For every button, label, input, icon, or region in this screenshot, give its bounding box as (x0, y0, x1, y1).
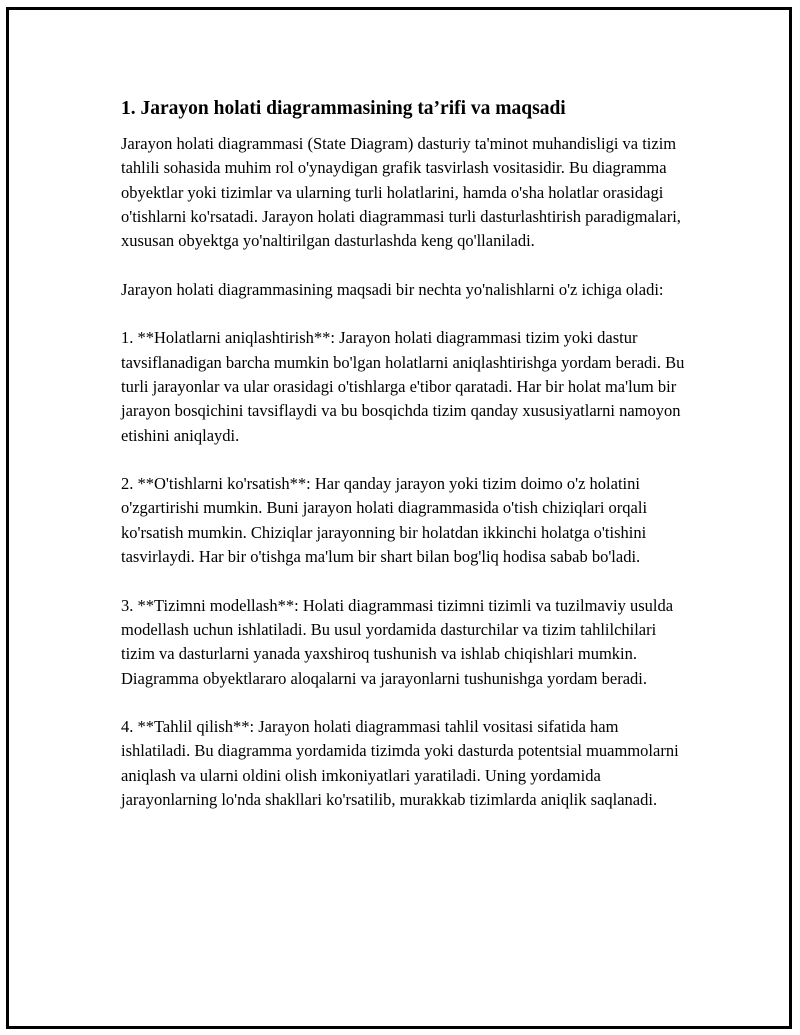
paragraph-purpose: Jarayon holati diagrammasining maqsadi bir nechta yo'nalishlarni o'z ichiga oladi: (121, 279, 664, 299)
page-frame (6, 7, 792, 1029)
paragraph-item-2: 2. **O'tishlarni ko'rsatish**: Har qanday jarayon yoki tizim doimo o'z holatini o'zgartirishi mumkin. Buni jarayon holati diagrammasida o'tish chiziqlari orqali ko'rsatish mumkin. Chiziqlar jarayonning bir holatdan ikkinchi holatga o'tishini tasvirlaydi. Har bir o'tishga ma'lum bir shart bilan bog'liq hodisa sabab bo'ladi. (121, 474, 648, 567)
paragraph-item-3: 3. **Tizimni modellash**: Holati diagrammasi tizimni tizimli va tuzilmaviy usulda modellash uchun ishlatiladi. Bu usul yordamida dasturchilar va tizim tahlilchilari tizim va dasturlarni yanada yaxshiroq tushunish va ishlab chiqishlari mumkin. Diagramma obyektlararo aloqalarni va jarayonlarni tushunishga yordam beradi. (121, 595, 674, 688)
paragraph-item-1: 1. **Holatlarni aniqlashtirish**: Jarayon holati diagrammasi tizim yoki dastur tavsiflanadigan barcha mumkin bo'lgan holatlarni aniqlashtirishga yordam beradi. Bu turli jarayonlar va ular orasidagi o'tishlarga e'tibor qaratadi. Har bir holat ma'lum bir jarayon bosqichini tavsiflaydi va bu bosqichda tizim qanday xususiyatlarni namoyon etishini aniqlaydi. (121, 328, 685, 445)
paragraph-intro: Jarayon holati diagrammasi (State Diagram) dasturiy ta'minot muhandisligi va tizim tahlili sohasida muhim rol o'ynaydigan grafik tasvirlash vositasidir. Bu diagramma obyektlar yoki tizimlar va ularning turli holatlarini, hamda o'sha holatlar orasidagi o'tishlarni ko'rsatadi. Jarayon holati diagrammasi turli dasturlashtirish paradigmalari, xususan obyektga yo'naltirilgan dasturlashda keng qo'llaniladi. (121, 134, 681, 251)
paragraph-item-4: 4. **Tahlil qilish**: Jarayon holati diagrammasi tahlil vositasi sifatida ham ishlatiladi. Bu diagramma yordamida tizimda yoki dasturda potentsial muammolarni aniqlash va ularni oldini olish imkoniyatlari yaratiladi. Uning yordamida jarayonlarning lo'nda shakllari ko'rsatilib, murakkab tizimlarda aniqlik saqlanadi. (121, 717, 679, 810)
section-heading: 1. Jarayon holati diagrammasining ta’rifi va maqsadi (121, 98, 566, 119)
document-body (121, 96, 691, 837)
